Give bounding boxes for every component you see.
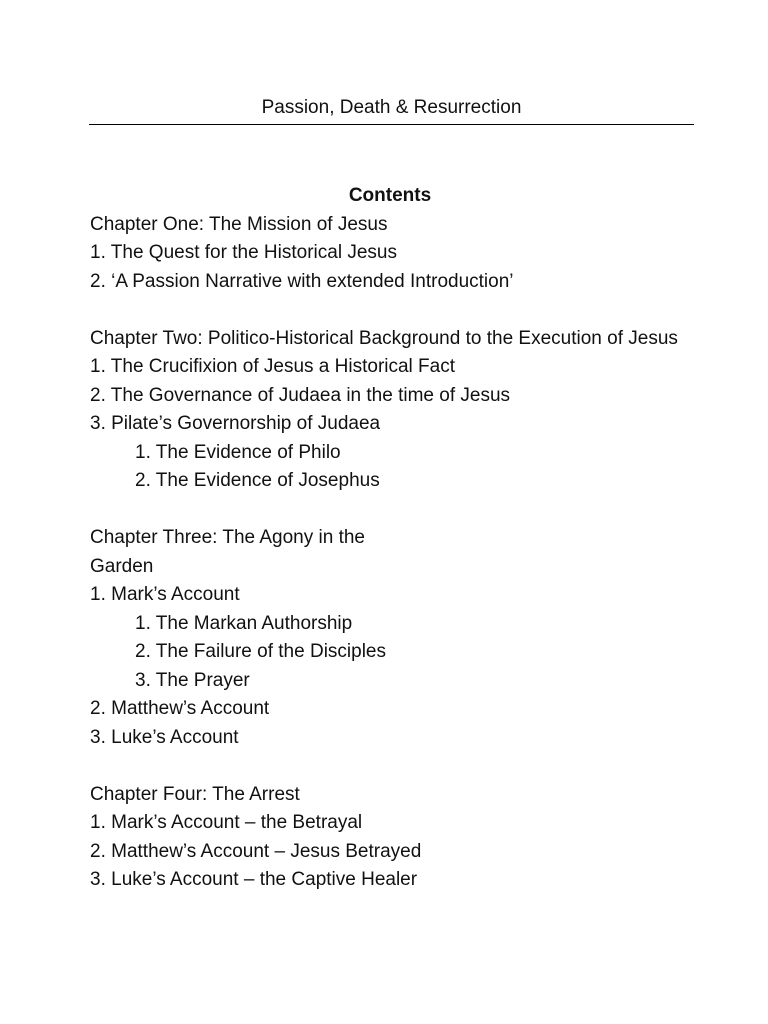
- chapter-two-subitem-2: 2. The Evidence of Josephus: [135, 470, 380, 491]
- chapter-four-item-3: 3. Luke’s Account – the Captive Healer: [90, 869, 418, 890]
- contents-heading: Contents: [348, 185, 432, 206]
- chapter-three-subitem-3: 3. The Prayer: [135, 669, 250, 691]
- table-of-contents: [90, 182, 690, 895]
- chapter-one-item-1: 1. The Quest for the Historical Jesus: [90, 242, 397, 263]
- spacer: [90, 296, 690, 325]
- chapter-three-item-2: 2. Matthew’s Account: [90, 698, 270, 719]
- chapter-three-item-3: 3. Luke’s Account: [90, 726, 239, 748]
- chapter-four-item-1: 1. Mark’s Account – the Betrayal: [90, 812, 363, 833]
- chapter-two-item-1: 1. The Crucifixion of Jesus a Historical Fact: [90, 356, 456, 377]
- chapter-two-subitem-1: 1. The Evidence of Philo: [135, 441, 341, 463]
- spacer: [90, 752, 690, 781]
- chapter-three-heading: Chapter Three: The Agony in the Garden: [90, 527, 365, 577]
- page-header: [89, 94, 694, 125]
- chapter-four-item-2: 2. Matthew’s Account – Jesus Betrayed: [90, 840, 422, 862]
- chapter-two-item-3: 3. Pilate’s Governorship of Judaea: [90, 413, 381, 434]
- chapter-three-subitem-2: 2. The Failure of the Disciples: [135, 641, 386, 662]
- chapter-two-heading: Chapter Two: Politico-Historical Background to the Execution of Jesus: [90, 327, 678, 349]
- header-title: Passion, Death & Resurrection: [261, 97, 522, 118]
- chapter-one-heading: Chapter One: The Mission of Jesus: [90, 213, 388, 235]
- spacer: [90, 496, 690, 525]
- chapter-three-item-1: 1. Mark’s Account: [90, 584, 240, 605]
- chapter-four-heading: Chapter Four: The Arrest: [90, 783, 300, 805]
- chapter-three-subitem-1: 1. The Markan Authorship: [135, 612, 353, 634]
- chapter-two-item-2: 2. The Governance of Judaea in the time of Jesus: [90, 384, 511, 406]
- chapter-one-item-2: 2. ‘A Passion Narrative with extended Introduction’: [90, 270, 514, 292]
